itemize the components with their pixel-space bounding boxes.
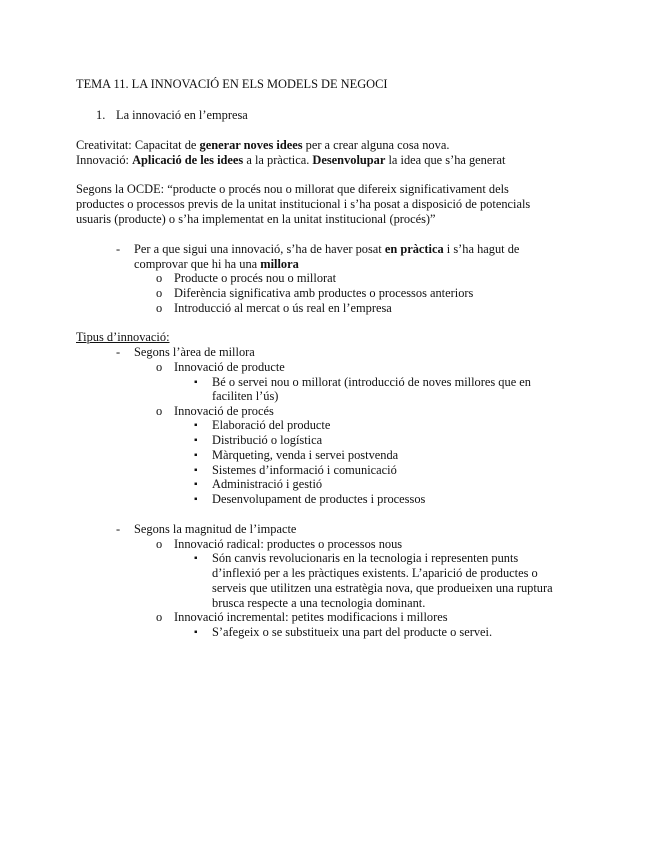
- magnitud-label: Segons la magnitud de l’impacte: [134, 522, 297, 536]
- condition-item: Producte o procés nou o millorat: [174, 271, 337, 285]
- square-bullet: ▪: [194, 435, 198, 446]
- dash-marker: -: [116, 242, 121, 256]
- radical-desc-1: Són canvis revolucionaris en la tecnologia i representen punts: [212, 551, 519, 565]
- proces-item: Administració i gestió: [212, 477, 323, 491]
- square-bullet: ▪: [194, 450, 198, 461]
- radical-desc-2: d’inflexió per a les pràctiques existents. L’aparició de productes o: [212, 566, 538, 580]
- definition-innovacio: Innovació: Aplicació de les idees a la pràctica. Desenvolupar la idea que s’ha generat: [76, 153, 506, 167]
- circle-bullet: o: [156, 360, 163, 374]
- section-heading: La innovació en l’empresa: [116, 108, 248, 122]
- square-bullet: ▪: [194, 479, 198, 490]
- circle-bullet: o: [156, 404, 163, 418]
- radical-desc-4: brusca respecte a una tecnologia dominant.: [212, 596, 426, 610]
- circle-bullet: o: [156, 610, 163, 624]
- circle-bullet: o: [156, 286, 163, 300]
- square-bullet: ▪: [194, 627, 198, 638]
- ocde-line-1: Segons la OCDE: “producte o procés nou o millorat que difereix significativament dels: [76, 182, 509, 196]
- incremental-desc: S’afegeix o se substitueix una part del producte o servei.: [212, 625, 493, 639]
- square-bullet: ▪: [194, 553, 198, 564]
- area-label: Segons l’àrea de millora: [134, 345, 255, 359]
- square-bullet: ▪: [194, 494, 198, 505]
- square-bullet: ▪: [194, 377, 198, 388]
- proces-item: Elaboració del producte: [212, 418, 331, 432]
- incremental-label: Innovació incremental: petites modificacions i millores: [174, 610, 448, 624]
- condition-item: Diferència significativa amb productes o processos anteriors: [174, 286, 474, 300]
- condition-item: Introducció al mercat o ús real en l’empresa: [174, 301, 392, 315]
- proces-item: Màrqueting, venda i servei postvenda: [212, 448, 399, 462]
- proces-item: Desenvolupament de productes i processos: [212, 492, 426, 506]
- ocde-line-2: productes o processos previs de la unitat institucional i s’ha posat a disposició de potencials: [76, 197, 531, 211]
- radical-label: Innovació radical: productes o processos nous: [174, 537, 403, 551]
- section-number: 1.: [96, 108, 106, 122]
- producte-desc-2: faciliten l’ús): [212, 389, 279, 403]
- producte-label: Innovació de producte: [174, 360, 285, 374]
- proces-item: Distribució o logística: [212, 433, 323, 447]
- radical-desc-3: serveis que utilitzen una estratègia nova, que produeixen una ruptura: [212, 581, 553, 595]
- ocde-line-3: usuaris (producte) o s’ha implementat en la unitat institucional (procés)”: [76, 212, 436, 226]
- tipus-heading: Tipus d’innovació:: [76, 330, 170, 344]
- page-title: TEMA 11. LA INNOVACIÓ EN ELS MODELS DE NEGOCI: [76, 77, 388, 91]
- dash-marker: -: [116, 522, 121, 536]
- proces-label: Innovació de procés: [174, 404, 274, 418]
- condition-line-2: comprovar que hi ha una millora: [134, 257, 299, 271]
- producte-desc-1: Bé o servei nou o millorat (introducció de noves millores que en: [212, 375, 531, 389]
- condition-line-1: Per a que sigui una innovació, s’ha de haver posat en pràctica i s’ha hagut de: [134, 242, 520, 256]
- dash-marker: -: [116, 345, 121, 359]
- definition-creativitat: Creativitat: Capacitat de generar noves idees per a crear alguna cosa nova.: [76, 138, 450, 152]
- circle-bullet: o: [156, 301, 163, 315]
- square-bullet: ▪: [194, 465, 198, 476]
- circle-bullet: o: [156, 537, 163, 551]
- square-bullet: ▪: [194, 420, 198, 431]
- circle-bullet: o: [156, 271, 163, 285]
- proces-item: Sistemes d’informació i comunicació: [212, 463, 397, 477]
